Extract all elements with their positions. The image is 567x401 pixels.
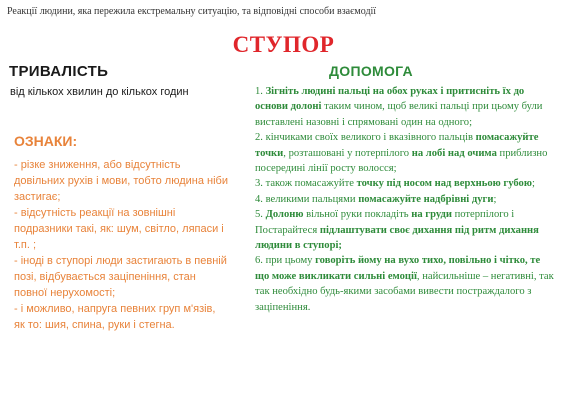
sign-item: - і можливо, напруга певних груп м'язів, як то: шия, спина, руки і стегна. [14,303,216,331]
help-step [255,84,555,130]
help-bold-text: на лобі над очима [411,147,497,159]
help-text: 2. кінчиками своїх великого і вказівного пальців [255,132,476,144]
help-step [255,207,555,253]
help-bold-text: Зігніть людині пальці на обох руках і притисніть їх до основи долоні [255,86,525,113]
signs-list [14,157,229,333]
sign-item: - іноді в ступорі люди застигають в певній позі, відбувається заціпеніння, стан повної нерухомості; [14,255,227,299]
help-text: , найсильніше – негативні, так так необхідно будь-якими засобами вивести постраждалого з заціпеніння. [255,270,554,313]
help-bold-text: на груди [411,209,452,221]
help-bold-text: точку під носом над верхньою губою [356,178,532,190]
help-text: таким чином, щоб великі пальці при цьому були виставлені назовні і спрямовані один на одного; [255,101,543,128]
main-title: СТУПОР [232,32,335,57]
help-text: вільної руки покладіть [303,209,412,221]
help-step [255,176,555,191]
help-bold-text: підлаштувати своє дихання під ритм дихання людини в ступорі; [255,224,539,252]
help-text: приблизно посередині лінії росту волосся; [255,147,548,175]
help-bold-text: помасажуйте точки [255,132,539,159]
document-header: Реакції людини, яка пережила екстремальну ситуацію, та відповідні способи взаємодії [7,6,377,17]
help-step [255,130,555,176]
signs-heading: ОЗНАКИ: [14,133,78,149]
help-bold-text: Долоню [265,209,304,221]
help-heading: ДОПОМОГА [329,63,413,79]
help-text: ; [531,178,535,190]
duration-text: від кількох хвилин до кількох годин [10,86,189,98]
help-text: 3. також помасажуйте [255,178,357,190]
sign-item: - різке зниження, або відсутність довільних рухів і мови, тобто людина ніби застигає; [14,159,228,203]
help-step [255,192,555,207]
help-text: , розташовані у потерпілого [283,147,412,159]
duration-heading: ТРИВАЛІСТЬ [9,63,109,80]
help-bold-text: говоріть йому на вухо тихо, повільно і чітко, те що може викликати сильні емоції [255,255,541,282]
help-text: ; [493,193,497,205]
help-text: 6. при цьому [255,255,316,267]
help-text: 5. [255,209,266,221]
help-step [255,253,555,315]
help-bold-text: помасажуйте надбрівні дуги [358,193,494,205]
sign-item: - відсутність реакції на зовнішні подразники такі, як: шум, світло, ляпаси і т.п. ; [14,207,224,251]
help-steps [255,84,555,315]
help-text: 1. [255,86,266,97]
help-text: потерпілого і Постарайтеся [255,209,515,236]
help-text: 4. великими пальцями [255,193,359,205]
